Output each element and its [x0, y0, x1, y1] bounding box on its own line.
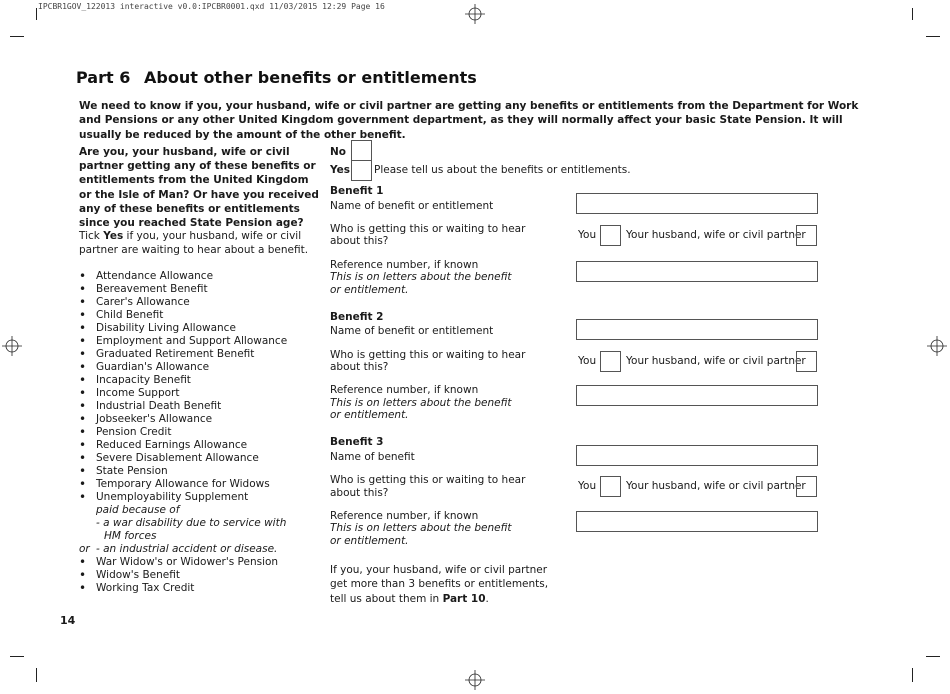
crop-mark	[36, 8, 37, 20]
list-item: • Widow's Benefit	[79, 569, 287, 582]
list-item: • Industrial Death Benefit	[79, 400, 287, 413]
benefit-3-who-label: Who is getting this or waiting to hear	[330, 474, 526, 486]
benefit-3-name-field[interactable]	[576, 445, 818, 466]
more-benefits-note: If you, your husband, wife or civil partner	[330, 564, 548, 576]
list-note: HM forces	[104, 530, 157, 542]
list-item: • Guardian's Allowance	[79, 361, 287, 374]
benefit-2-you-checkbox[interactable]	[600, 351, 621, 372]
or-note: - an industrial accident or disease.	[96, 543, 278, 555]
more-benefits-note-text: tell us about them in	[330, 593, 443, 605]
more-benefits-note-end: .	[485, 593, 489, 605]
list-item: • War Widow's or Widower's Pension	[79, 556, 287, 569]
part-title: About other benefits or entitlements	[144, 68, 477, 87]
benefit-2-ref-label: Reference number, if known	[330, 384, 479, 396]
yes-checkbox[interactable]	[351, 160, 372, 181]
intro-paragraph: We need to know if you, your husband, wife or civil partner are getting any benefits or entitlements from the Department for Work and Pensions or any other United Kingdom government department, as they will normally affect your basic State Pension. It will usually be reduced by the amount of the other benefit.	[79, 100, 859, 141]
crop-mark	[10, 36, 24, 37]
benefit-1-name-label: Name of benefit or entitlement	[330, 200, 494, 212]
benefit-1-ref-field[interactable]	[576, 261, 818, 282]
benefit-1-heading: Benefit 1	[330, 185, 384, 197]
benefit-2-name-field[interactable]	[576, 319, 818, 340]
benefit-3-partner-checkbox[interactable]	[796, 476, 817, 497]
page-number: 14	[60, 614, 76, 627]
tick-note-yes: Yes	[103, 230, 124, 242]
crop-mark	[10, 656, 24, 657]
benefit-3-who-label-2: about this?	[330, 487, 389, 499]
more-benefits-note-2: get more than 3 benefits or entitlements,	[330, 578, 549, 590]
part-number: Part 6	[76, 68, 131, 87]
registration-mark-icon	[465, 4, 485, 24]
crop-mark	[912, 8, 913, 20]
crop-mark	[926, 656, 940, 657]
list-note-or	[79, 543, 287, 556]
list-item: • Bereavement Benefit	[79, 283, 287, 296]
list-item: • Unemployability Supplement	[79, 491, 287, 504]
benefit-1-you-label: You	[578, 229, 597, 241]
yes-label: Yes	[330, 164, 351, 176]
benefit-3-name-label: Name of benefit	[330, 451, 415, 463]
registration-mark-icon	[927, 336, 947, 356]
benefit-2-who-label-2: about this?	[330, 361, 389, 373]
list-item: • Carer's Allowance	[79, 296, 287, 309]
list-item: • Employment and Support Allowance	[79, 335, 287, 348]
list-item: • Child Benefit	[79, 309, 287, 322]
registration-mark-icon	[2, 336, 22, 356]
benefit-2-who-label: Who is getting this or waiting to hear	[330, 349, 526, 361]
benefits-question: Are you, your husband, wife or civil partner getting any of these benefits or entitlements from the United Kingdom or the Isle of Man? Or have you received any of these benefits or entitlements since you reached State Pension age?	[79, 146, 319, 230]
tick-note	[79, 230, 324, 257]
benefit-3-you-checkbox[interactable]	[600, 476, 621, 497]
list-item: • Severe Disablement Allowance	[79, 452, 287, 465]
benefit-1-who-label: Who is getting this or waiting to hear	[330, 223, 526, 235]
benefit-3-heading: Benefit 3	[330, 436, 384, 448]
list-item: • Temporary Allowance for Widows	[79, 478, 287, 491]
list-item: • Incapacity Benefit	[79, 374, 287, 387]
benefit-2-ref-note-2: or entitlement.	[330, 409, 409, 421]
benefit-3-you-label: You	[578, 480, 597, 492]
benefit-2-partner-label: Your husband, wife or civil partner	[626, 355, 806, 367]
crop-mark	[36, 668, 37, 682]
more-benefits-note-3	[330, 593, 489, 605]
list-note: - a war disability due to service with	[96, 517, 287, 529]
or-word: or	[79, 543, 90, 555]
list-item: • Income Support	[79, 387, 287, 400]
page-title	[76, 68, 477, 87]
registration-mark-icon	[465, 670, 485, 690]
benefit-3-ref-label: Reference number, if known	[330, 510, 479, 522]
tick-note-pre: Tick	[79, 230, 104, 242]
benefit-3-ref-note-2: or entitlement.	[330, 535, 409, 547]
benefit-2-name-label: Name of benefit or entitlement	[330, 325, 494, 337]
no-label: No	[330, 146, 347, 158]
benefits-list	[79, 270, 287, 595]
benefit-1-you-checkbox[interactable]	[600, 225, 621, 246]
benefit-1-partner-checkbox[interactable]	[796, 225, 817, 246]
list-item: • Pension Credit	[79, 426, 287, 439]
list-item: • Jobseeker's Allowance	[79, 413, 287, 426]
part-10-reference: Part 10	[442, 593, 486, 605]
benefit-1-name-field[interactable]	[576, 193, 818, 214]
benefit-3-ref-note: This is on letters about the benefit	[330, 522, 512, 534]
benefit-1-ref-note: This is on letters about the benefit	[330, 271, 512, 283]
list-note: paid because of	[96, 504, 180, 516]
yes-note: Please tell us about the benefits or entitlements.	[374, 164, 631, 176]
benefit-3-ref-field[interactable]	[576, 511, 818, 532]
benefit-1-who-label-2: about this?	[330, 235, 389, 247]
print-slug: IPCBR1GOV_122013 interactive v0.0:IPCBR0001.qxd 11/03/2015 12:29 Page 16	[38, 2, 385, 11]
benefit-1-partner-label: Your husband, wife or civil partner	[626, 229, 806, 241]
crop-mark	[926, 36, 940, 37]
benefit-1-ref-note-2: or entitlement.	[330, 284, 409, 296]
list-item: • Working Tax Credit	[79, 582, 287, 595]
benefit-2-ref-note: This is on letters about the benefit	[330, 397, 512, 409]
benefit-2-partner-checkbox[interactable]	[796, 351, 817, 372]
list-item: • Attendance Allowance	[79, 270, 287, 283]
list-item: • Reduced Earnings Allowance	[79, 439, 287, 452]
benefit-2-ref-field[interactable]	[576, 385, 818, 406]
benefit-2-heading: Benefit 2	[330, 311, 384, 323]
no-checkbox[interactable]	[351, 140, 372, 161]
benefit-2-you-label: You	[578, 355, 597, 367]
list-item: • State Pension	[79, 465, 287, 478]
crop-mark	[912, 668, 913, 682]
tick-note-rest: if you, your husband, wife or civil partner are waiting to hear about a benefit.	[79, 230, 309, 256]
list-item: • Disability Living Allowance	[79, 322, 287, 335]
list-item: • Graduated Retirement Benefit	[79, 348, 287, 361]
benefit-1-ref-label: Reference number, if known	[330, 259, 479, 271]
benefit-3-partner-label: Your husband, wife or civil partner	[626, 480, 806, 492]
